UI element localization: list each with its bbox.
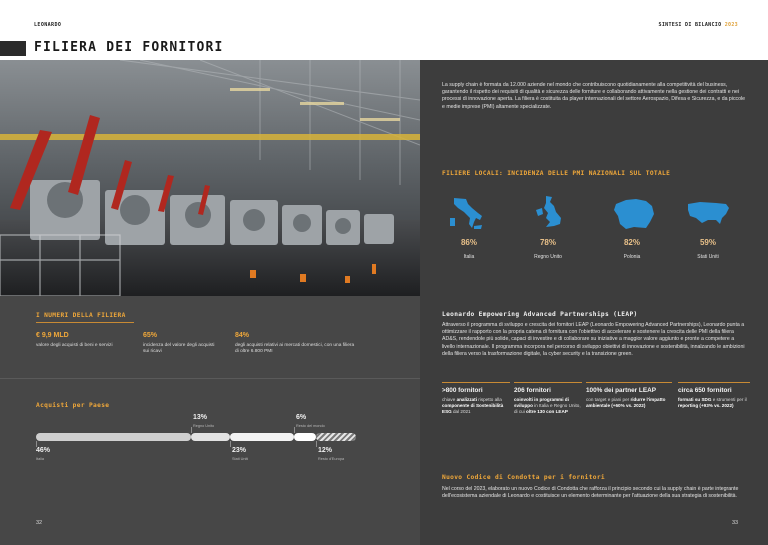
acquisti-heading: Acquisti per Paese [36, 402, 110, 409]
usa-pct: 59% [699, 238, 716, 247]
kpi-2-body: coinvolti in programmi di sviluppo in Italia e Regno Unito, di cui oltre 130 con LEAP [514, 397, 581, 415]
kpi-3-body: con target e piani per ridurre l'impatto ambientale (+60% vs. 2022) [586, 397, 666, 409]
name-resto-europa: Resto d'Europa [318, 457, 345, 461]
uk-map-icon [534, 194, 564, 230]
name-resto-mondo: Resto del mondo [296, 424, 325, 428]
bar-stati-uniti [230, 433, 294, 441]
name-regno-unito: Regno Unito [193, 424, 215, 428]
tick-resto-mondo [294, 427, 295, 433]
document-title-text: SINTESI DI BILANCIO [658, 22, 722, 28]
pct-regno-unito: 13% [193, 414, 208, 421]
tick-resto-europa [316, 441, 317, 447]
numeri-desc-2: incidenza del valore degli acquisti sui ricavi [143, 343, 215, 355]
document-year: 2023 [724, 22, 738, 28]
leap-heading: Leonardo Empowering Advanced Partnerships (LEAP) [442, 311, 638, 318]
kpi-1 [442, 382, 510, 416]
poland-pct: 82% [623, 238, 640, 247]
bar-resto-europa [316, 433, 356, 441]
numeri-desc-3: degli acquisti relativi ai mercati domestici, con una filiera di oltre 6.800 PMI [235, 343, 355, 355]
helicopter-factory-illustration [0, 60, 420, 296]
bar-italia [36, 433, 191, 441]
kpi-2 [514, 382, 582, 416]
section-divider [0, 378, 420, 379]
name-italia: Italia [36, 457, 45, 461]
tick-regno-unito [191, 427, 192, 433]
usa-label: Stati Uniti [697, 254, 719, 260]
codice-body: Nel corso del 2023, elaborato un nuovo Codice di Condotta che rafforza il principio secondo cui la supply chain è parte integrante dell'ecosistema aziendale di Leonardo e costituisce un elemento determinante per l'attuazione della sua strategia di sostenibilità. [442, 486, 739, 500]
pct-stati-uniti: 23% [232, 447, 247, 454]
uk-label: Regno Unito [534, 254, 562, 260]
name-stati-uniti: Stati Uniti [232, 457, 249, 461]
tick-stati-uniti [230, 441, 231, 447]
numeri-desc-1: valore degli acquisti di beni e servizi [36, 343, 113, 348]
top-header [0, 0, 768, 36]
numeri-value-2: 65% [143, 332, 158, 339]
supply-chain-intro: La supply chain è formata da 12.000 aziende nel mondo che contribuiscono quotidianamente alla competitività del business, garantendo il rispetto dei requisiti di qualità e sicurezza delle forniture e collaborando attivamente nella gestione dei contratti e nei processi di innovazione aperta. La filiera è costituita da player internazionali del settore Aerospazio, Difesa e Sicurezza, e da piccole e medie imprese (PMI) altamente specializzate. [442, 82, 746, 110]
filiere-heading: FILIERE LOCALI: INCIDENZA DELLE PMI NAZIONALI SUL TOTALE [442, 170, 671, 177]
italy-label: Italia [463, 254, 475, 260]
kpi-3 [586, 382, 672, 409]
italy-pct: 86% [460, 238, 477, 247]
leap-body: Attraverso il programma di sviluppo e crescita dei fornitori LEAP (Leonardo Empowering Advanced Partnerships), Leonardo punta a ottimizzare il rapporto con la propria catena di fornitura con l'obiettivo di accelerare e sostenere la crescita delle PMI della filiera AD&S, rendendole più solide, capaci di investire e di collaborare su iniziative a maggior valore aggiunto e pronte a competere a livello internazionale. Il programma incorpora nel percorso di sviluppo obiettivi di innovazione e sostenibilità, innalzando le ambizioni della filiera verso la trasformazione digitale, la cyber security e la transizione green. [442, 322, 745, 357]
pct-resto-mondo: 6% [296, 414, 307, 421]
uk-pct: 78% [539, 238, 556, 247]
brand-name: LEONARDO [34, 22, 62, 28]
numeri-heading: I NUMERI DELLA FILIERA [36, 312, 134, 323]
bar-regno-unito [191, 433, 230, 441]
kpi-1-body: chiave analizzati rispetto alla componente di Sostenibilità ESG dal 2021 [442, 397, 504, 415]
title-tab-marker [0, 41, 26, 56]
assembly-line-photo [0, 60, 420, 296]
poland-map-icon [612, 196, 656, 230]
document-title [659, 22, 738, 28]
italy-map-icon [446, 196, 490, 230]
page-title: FILIERA DEI FORNITORI [34, 40, 224, 55]
numeri-value-3: 84% [235, 332, 250, 339]
pct-italia: 46% [36, 447, 51, 454]
page-number-left: 32 [36, 520, 43, 526]
kpi-4-body: formati su SDG e strumenti per il reporting (+93% vs. 2022) [678, 397, 747, 409]
pct-resto-europa: 12% [318, 447, 333, 454]
numeri-value-1: € 9,9 MLD [36, 332, 69, 339]
usa-map-icon [686, 200, 730, 226]
kpi-2-head: 206 fornitori [514, 387, 551, 394]
kpi-4 [678, 382, 750, 409]
codice-heading: Nuovo Codice di Condotta per i fornitori [442, 474, 606, 481]
page-number-right: 33 [732, 520, 739, 526]
bar-resto-del-mondo [294, 433, 316, 441]
kpi-4-head: circa 650 fornitori [678, 387, 732, 394]
poland-label: Polonia [623, 254, 641, 260]
kpi-1-head: >800 fornitori [442, 387, 483, 394]
kpi-3-head: 100% dei partner LEAP [586, 387, 656, 394]
